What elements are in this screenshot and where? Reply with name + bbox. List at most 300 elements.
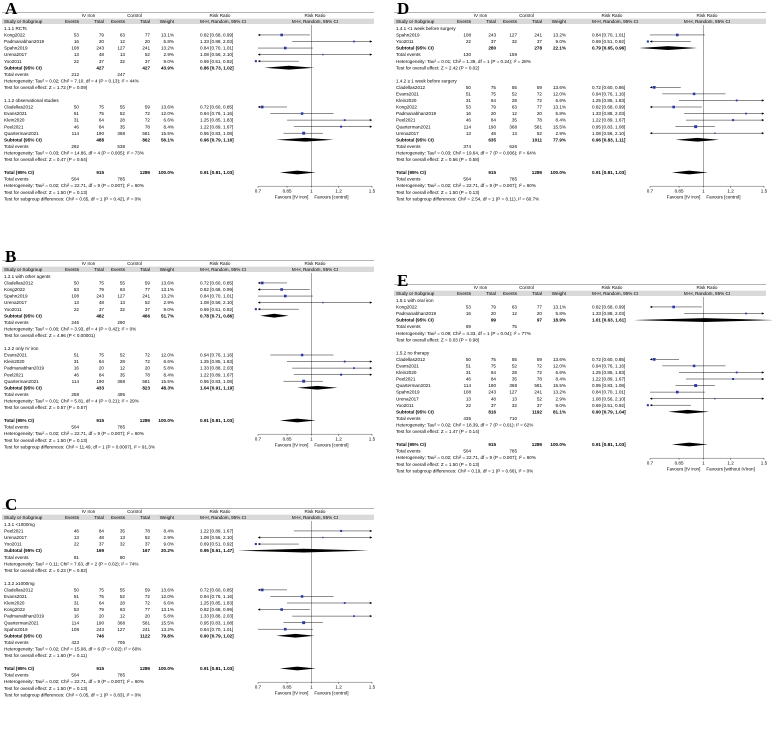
point-estimate: [322, 54, 323, 55]
study-name: Evans2021: [396, 363, 419, 369]
weight: 6.6%: [163, 117, 174, 123]
ci-arrow-right: [762, 397, 764, 399]
risk-ratio-ci: 0.72 [0.60, 0.86]: [592, 84, 626, 90]
pooled-ci: 0.90 [0.79, 1.04]: [592, 409, 626, 415]
risk-ratio-ci: 1.22 [0.89, 1.67]: [592, 376, 626, 382]
header-study: Study or Subgroup: [396, 19, 435, 24]
events-control: 63: [119, 607, 125, 613]
study-name: Padmanabhan2019: [4, 613, 45, 619]
statistics-note: Test for overall effect: Z = 1.72 (P = 0.09): [4, 84, 88, 90]
events-iv: 53: [73, 32, 79, 38]
events-control: 28: [119, 117, 125, 123]
total-iv: 20: [490, 311, 496, 317]
subgroup-title: 1.2.1 with other agents: [4, 274, 51, 279]
header-rr-title: Risk Ratio: [209, 13, 231, 18]
x-tick-label: 1.5: [760, 188, 768, 194]
pooled-diamond: [675, 138, 718, 142]
events-iv: 114: [71, 620, 79, 626]
point-estimate: [676, 34, 679, 37]
subgroup-title: 1.3.1 <1000mg: [4, 522, 35, 527]
x-tick-label: 0.85: [282, 188, 292, 194]
ci-arrow-left: [258, 536, 260, 538]
events-control: 368: [509, 124, 517, 130]
total-label: Total (95% CI): [396, 170, 427, 176]
events-iv: 13: [73, 535, 79, 541]
events-control-total: 785: [509, 176, 517, 182]
header-events-2: Events: [110, 19, 125, 24]
events-iv-total: 504: [71, 672, 79, 678]
risk-ratio-ci: 1.33 [0.88, 2.03]: [200, 39, 234, 45]
subtotal-label: Subtotal (95% CI): [396, 409, 434, 415]
total-iv: 169: [96, 548, 104, 554]
ci-arrow-left: [258, 34, 260, 36]
header-group2: Control: [127, 509, 142, 514]
events-control: 13: [119, 52, 125, 58]
weight: 13.6%: [552, 84, 566, 90]
study-name: Evans2021: [4, 594, 27, 600]
study-name: Cladellas2012: [4, 280, 34, 286]
pooled-ci: 0.91 [0.81, 1.03]: [592, 170, 626, 176]
total-control: 59: [536, 84, 542, 90]
point-estimate: [647, 404, 649, 406]
total-events-label: Total events: [396, 415, 421, 421]
total-label: Total (95% CI): [396, 442, 427, 448]
point-estimate: [255, 543, 257, 545]
events-control: 127: [117, 45, 125, 51]
header-events-2: Events: [110, 267, 125, 272]
forest-plot: [0, 496, 380, 741]
weight: 5.8%: [163, 613, 174, 619]
total-control: 37: [536, 402, 542, 408]
events-iv-total: 504: [71, 176, 79, 182]
total-label: Total (95% CI): [4, 418, 35, 424]
events-control: 55: [511, 356, 517, 362]
header-group2: Control: [127, 13, 142, 18]
ci-arrow-left: [258, 543, 260, 545]
favours-left-label: Favours [IV iron]: [274, 690, 309, 696]
header-weight: Weight: [159, 267, 174, 272]
total-iv: 190: [96, 130, 104, 136]
statistics-note: Heterogeneity: Tau² = 0.03; Chi² = 14.86, df = 4 (P = 0.005); I² = 73%: [4, 150, 144, 156]
events-control: 35: [119, 372, 125, 378]
total-control: 77: [144, 287, 150, 293]
total-events-label: Total events: [4, 424, 29, 430]
weight: 79.8%: [160, 633, 174, 639]
total-iv: 75: [98, 280, 104, 286]
events-control: 35: [119, 528, 125, 534]
total-iv: 75: [490, 356, 496, 362]
study-name: Urena2017: [4, 535, 27, 541]
events-iv: 22: [73, 306, 79, 312]
pooled-diamond: [672, 443, 708, 447]
pooled-ci: 0.78 [0.71, 0.86]: [200, 313, 234, 319]
favours-right-label: Favours [control]: [314, 194, 349, 200]
weight: 100.0%: [550, 442, 566, 448]
events-control: 368: [509, 383, 517, 389]
ci-arrow-left: [650, 86, 652, 88]
x-tick-label: 1.2: [727, 188, 734, 194]
events-control: 63: [511, 104, 517, 110]
header-total-2: Total: [140, 19, 150, 24]
total-control: 581: [534, 383, 542, 389]
header-total-1: Total: [486, 291, 496, 296]
total-iv: 20: [98, 365, 104, 371]
events-iv: 50: [73, 104, 79, 110]
events-control: 55: [119, 587, 125, 593]
statistics-note: Heterogeneity: Tau² = 0.09; Chi² = 4.33, df = 1 (P = 0.04); I² = 77%: [396, 330, 531, 336]
weight: 18.9%: [552, 317, 566, 323]
total-iv: 79: [98, 607, 104, 613]
total-iv: 48: [98, 300, 104, 306]
header-plot-method: M-H, Random, 95% CI: [683, 19, 731, 24]
pooled-ci: 0.79 [0.65, 0.96]: [592, 45, 626, 51]
header-total-2: Total: [140, 267, 150, 272]
weight: 15.5%: [160, 130, 174, 136]
panel-label: B: [5, 247, 17, 266]
total-iv: 20: [490, 111, 496, 117]
events-iv: 108: [71, 626, 79, 632]
total-events-label: Total events: [4, 391, 29, 397]
weight: 8.4%: [555, 117, 566, 123]
total-iv: 84: [490, 376, 496, 382]
subtotal-label: Subtotal (95% CI): [4, 137, 42, 143]
pooled-diamond: [297, 386, 337, 390]
total-control: 241: [142, 45, 150, 51]
ci-arrow-left: [258, 282, 260, 284]
header-plot-method: M-H, Random, 95% CI: [291, 267, 339, 272]
total-control: 72: [144, 111, 150, 117]
study-name: Klein2020: [396, 370, 417, 376]
ci-arrow-right: [762, 112, 764, 114]
total-events-label: Total events: [4, 672, 29, 678]
events-iv-total: 212: [71, 71, 79, 77]
statistics-note: Test for subgroup differences: Chi² = 2.54, df = 1 (P = 0.11), I² = 60.7%: [396, 196, 540, 202]
statistics-note: Heterogeneity: Tau² = 0.00; Chi² = 3.93, df = 4 (P = 0.42); I² = 0%: [4, 326, 137, 332]
weight: 6.6%: [555, 98, 566, 104]
total-iv: 37: [98, 541, 104, 547]
forest-panel-a: [0, 0, 380, 245]
events-iv: 31: [465, 98, 471, 104]
events-iv: 114: [463, 383, 471, 389]
x-tick-label: 0.85: [674, 460, 684, 466]
study-name: Urena2017: [396, 130, 419, 136]
total-control: 20: [536, 311, 542, 317]
weight: 48.3%: [160, 385, 174, 391]
study-name: Quarterman2021: [4, 130, 39, 136]
total-iv: 635: [488, 137, 496, 143]
header-rr-plot-title: Risk Ratio: [696, 285, 718, 290]
total-iv: 48: [490, 130, 496, 136]
weight: 22.1%: [552, 45, 566, 51]
risk-ratio-ci: 1.33 [0.88, 2.03]: [200, 365, 234, 371]
events-control: 368: [117, 620, 125, 626]
risk-ratio-ci: 0.95 [0.83, 1.08]: [592, 383, 626, 389]
header-group1: IV Iron: [81, 261, 96, 266]
x-tick-label: 1.5: [368, 188, 376, 194]
study-name: Cladellas2012: [4, 587, 34, 593]
statistics-note: Heterogeneity: Tau² = 0.02; Chi² = 15.08, df = 6 (P = 0.02); I² = 60%: [4, 646, 142, 652]
events-control: 32: [511, 402, 517, 408]
pooled-diamond: [237, 549, 369, 553]
ci-arrow-right: [370, 530, 372, 532]
ci-arrow-left: [650, 132, 652, 134]
total-iv: 488: [96, 137, 104, 143]
events-iv: 13: [73, 52, 79, 58]
point-estimate: [653, 86, 656, 89]
study-name: Peel2021: [396, 117, 416, 123]
pooled-ci: 1.04 [0.91, 1.19]: [200, 385, 234, 391]
total-iv: 48: [98, 535, 104, 541]
events-control: 368: [117, 378, 125, 384]
events-iv: 50: [465, 356, 471, 362]
events-control: 52: [511, 91, 517, 97]
weight: 51.7%: [160, 313, 174, 319]
weight: 2.9%: [163, 52, 174, 58]
weight: 8.4%: [163, 528, 174, 534]
point-estimate: [714, 398, 715, 399]
risk-ratio-ci: 0.69 [0.51, 0.92]: [592, 402, 626, 408]
events-control: 35: [119, 124, 125, 130]
total-control: 37: [144, 58, 150, 64]
point-estimate: [344, 119, 346, 121]
statistics-note: Test for overall effect: Z = 1.50 (P = 0.13): [4, 685, 88, 691]
total-iv: 75: [490, 91, 496, 97]
events-iv: 31: [73, 359, 79, 365]
statistics-note: Heterogeneity: Tau² = 0.02; Chi² = 22.71, df = 9 (P = 0.007); I² = 60%: [396, 455, 536, 461]
study-name: Padmanabhan2019: [4, 39, 45, 45]
header-events-1: Events: [64, 515, 79, 520]
study-name: Evans2021: [4, 352, 27, 358]
events-control-total: 80: [119, 554, 125, 560]
panel-label: C: [5, 495, 18, 514]
forest-panel-b: [0, 248, 380, 493]
ci-arrow-left: [650, 306, 652, 308]
statistics-note: Test for overall effect: Z = 1.60 (P = 0.11): [4, 653, 87, 658]
pooled-diamond: [668, 410, 709, 414]
ci-arrow-right: [370, 373, 372, 375]
total-iv: 190: [96, 378, 104, 384]
total-iv: 37: [98, 306, 104, 312]
header-rr-title: Risk Ratio: [601, 13, 623, 18]
risk-ratio-ci: 0.69 [0.51, 0.92]: [200, 58, 234, 64]
events-iv-total: 81: [73, 554, 79, 560]
total-events-label: Total events: [4, 71, 29, 77]
risk-ratio-ci: 1.08 [0.56, 2.10]: [592, 396, 626, 402]
study-name: Peel2021: [4, 124, 24, 130]
total-control: 37: [536, 39, 542, 45]
total-control: 20: [536, 111, 542, 117]
panel-label: D: [397, 0, 410, 18]
total-control: 72: [144, 117, 150, 123]
events-iv: 50: [73, 280, 79, 286]
total-control: 78: [144, 528, 150, 534]
risk-ratio-ci: 1.22 [0.89, 1.67]: [200, 372, 234, 378]
events-iv: 108: [71, 293, 79, 299]
x-tick-label: 0.85: [282, 684, 292, 690]
weight: 20.2%: [160, 548, 174, 554]
ci-arrow-left: [258, 288, 260, 290]
total-control: 72: [144, 600, 150, 606]
risk-ratio-ci: 0.72 [0.60, 0.85]: [200, 104, 234, 110]
x-tick-label: 1: [310, 436, 313, 442]
x-tick-label: 1.2: [335, 436, 342, 442]
total-control: 1289: [139, 170, 150, 176]
events-control: 28: [119, 600, 125, 606]
total-iv: 482: [96, 313, 104, 319]
total-iv: 84: [98, 124, 104, 130]
subtotal-label: Subtotal (95% CI): [4, 548, 42, 554]
events-control: 32: [511, 39, 517, 45]
total-control: 37: [144, 541, 150, 547]
total-control: 1011: [532, 137, 542, 143]
weight: 8.4%: [163, 124, 174, 130]
total-label: Total (95% CI): [4, 170, 35, 176]
point-estimate: [302, 132, 305, 135]
total-control: 72: [536, 370, 542, 376]
study-name: Urena2017: [396, 396, 419, 402]
risk-ratio-ci: 0.95 [0.83, 1.08]: [200, 378, 234, 384]
ci-arrow-right: [762, 132, 764, 134]
forest-panel-d: [392, 0, 772, 245]
pooled-diamond: [260, 314, 289, 318]
x-tick-label: 1.5: [368, 436, 376, 442]
favours-right-label: Favours [control]: [314, 442, 349, 448]
header-rr-title: Risk Ratio: [209, 509, 231, 514]
study-name: Yoo2011: [396, 402, 414, 408]
total-events-label: Total events: [4, 176, 29, 182]
statistics-note: Test for overall effect: Z = 1.50 (P = 0.13): [396, 461, 480, 467]
events-iv: 31: [73, 600, 79, 606]
x-tick-label: 0.85: [674, 188, 684, 194]
total-events-label: Total events: [396, 143, 421, 149]
statistics-note: Test for overall effect: Z = 1.50 (P = 0.13): [396, 189, 480, 195]
total-iv: 243: [96, 293, 104, 299]
point-estimate: [280, 608, 283, 611]
risk-ratio-ci: 1.25 [0.85, 1.83]: [200, 600, 234, 606]
risk-ratio-ci: 0.72 [0.60, 0.85]: [200, 587, 234, 593]
statistics-note: Test for overall effect: Z = 2.42 (P = 0.02): [396, 65, 480, 71]
weight: 8.4%: [163, 372, 174, 378]
events-control-total: 538: [117, 143, 125, 149]
forest-plot: [0, 0, 380, 245]
ci-arrow-right: [370, 119, 372, 121]
total-control: 1289: [139, 666, 150, 672]
total-control: 77: [144, 607, 150, 613]
study-name: Spahn2019: [396, 32, 420, 38]
total-control: 59: [536, 356, 542, 362]
weight: 13.1%: [160, 607, 174, 613]
total-iv: 243: [488, 32, 496, 38]
events-control-total: 290: [117, 319, 125, 325]
events-control: 13: [119, 300, 125, 306]
events-control-total: 710: [509, 415, 517, 421]
events-iv: 108: [71, 45, 79, 51]
header-events-1: Events: [64, 19, 79, 24]
subtotal-label: Subtotal (95% CI): [396, 317, 434, 323]
total-control: 59: [144, 587, 150, 593]
header-group1: IV Iron: [473, 285, 488, 290]
point-estimate: [301, 595, 304, 598]
weight: 6.6%: [163, 600, 174, 606]
x-tick-label: 0.7: [254, 436, 262, 442]
risk-ratio-ci: 0.94 [0.76, 1.16]: [200, 352, 234, 358]
events-control: 55: [119, 280, 125, 286]
header-plot-method: M-H, Random, 95% CI: [683, 291, 731, 296]
weight: 6.6%: [163, 359, 174, 365]
risk-ratio-ci: 0.95 [0.83, 1.08]: [200, 620, 234, 626]
weight: 2.9%: [163, 535, 174, 541]
total-iv: 99: [490, 317, 496, 323]
total-iv: 915: [96, 666, 104, 672]
risk-ratio-ci: 0.95 [0.83, 1.08]: [592, 124, 626, 130]
pooled-diamond: [280, 419, 316, 423]
events-control-total: 705: [117, 639, 125, 645]
forest-panel-c: [0, 496, 380, 741]
study-name: Evans2021: [4, 111, 27, 117]
point-estimate: [301, 112, 304, 115]
header-group2: Control: [127, 261, 142, 266]
total-control: 97: [536, 317, 542, 323]
weight: 13.6%: [160, 587, 174, 593]
study-name: Kong2022: [4, 287, 25, 293]
total-iv: 75: [490, 84, 496, 90]
events-iv: 16: [73, 613, 79, 619]
ci-arrow-left: [258, 53, 260, 55]
study-name: Klein2020: [4, 359, 25, 365]
statistics-note: Heterogeneity: Tau² = 0.01; Chi² = 5.81, df = 4 (P = 0.21); I² = 29%: [4, 398, 139, 404]
total-control: 72: [536, 98, 542, 104]
risk-ratio-ci: 1.08 [0.56, 2.10]: [200, 52, 234, 58]
total-control: 1289: [531, 170, 542, 176]
events-iv: 46: [73, 528, 79, 534]
total-events-label: Total events: [4, 639, 29, 645]
pooled-diamond: [276, 634, 314, 638]
header-group1: IV Iron: [81, 509, 96, 514]
weight: 6.6%: [555, 370, 566, 376]
weight: 15.5%: [552, 383, 566, 389]
study-name: Padmanabhan2019: [396, 311, 437, 317]
header-study: Study or Subgroup: [4, 267, 43, 272]
weight: 43.9%: [160, 65, 174, 71]
weight: 81.1%: [552, 409, 566, 415]
ci-arrow-left: [650, 106, 652, 108]
study-name: Padmanabhan2019: [396, 111, 437, 117]
risk-ratio-ci: 0.84 [0.70, 1.01]: [592, 32, 626, 38]
risk-ratio-ci: 0.82 [0.68, 0.99]: [592, 304, 626, 310]
events-iv: 114: [463, 124, 471, 130]
events-iv-total: 504: [463, 448, 471, 454]
ci-arrow-right: [762, 99, 764, 101]
header-total-2: Total: [140, 515, 150, 520]
x-tick-label: 1: [702, 188, 705, 194]
events-control: 12: [119, 613, 125, 619]
events-iv: 22: [73, 58, 79, 64]
statistics-note: Heterogeneity: Tau² = 0.02; Chi² = 22.71, df = 9 (P = 0.007); I² = 60%: [4, 431, 144, 437]
events-iv-total: 292: [71, 143, 79, 149]
point-estimate: [261, 106, 264, 109]
study-name: Quarterman2021: [396, 383, 431, 389]
events-control: 28: [119, 359, 125, 365]
risk-ratio-ci: 1.08 [0.56, 2.10]: [200, 535, 234, 541]
header-study: Study or Subgroup: [4, 19, 43, 24]
total-iv: 915: [488, 170, 496, 176]
forest-plot: [392, 272, 772, 517]
header-total-1: Total: [486, 19, 496, 24]
weight: 9.0%: [163, 58, 174, 64]
total-control: 1192: [532, 409, 542, 415]
total-control: 1289: [139, 418, 150, 424]
point-estimate: [280, 34, 283, 37]
